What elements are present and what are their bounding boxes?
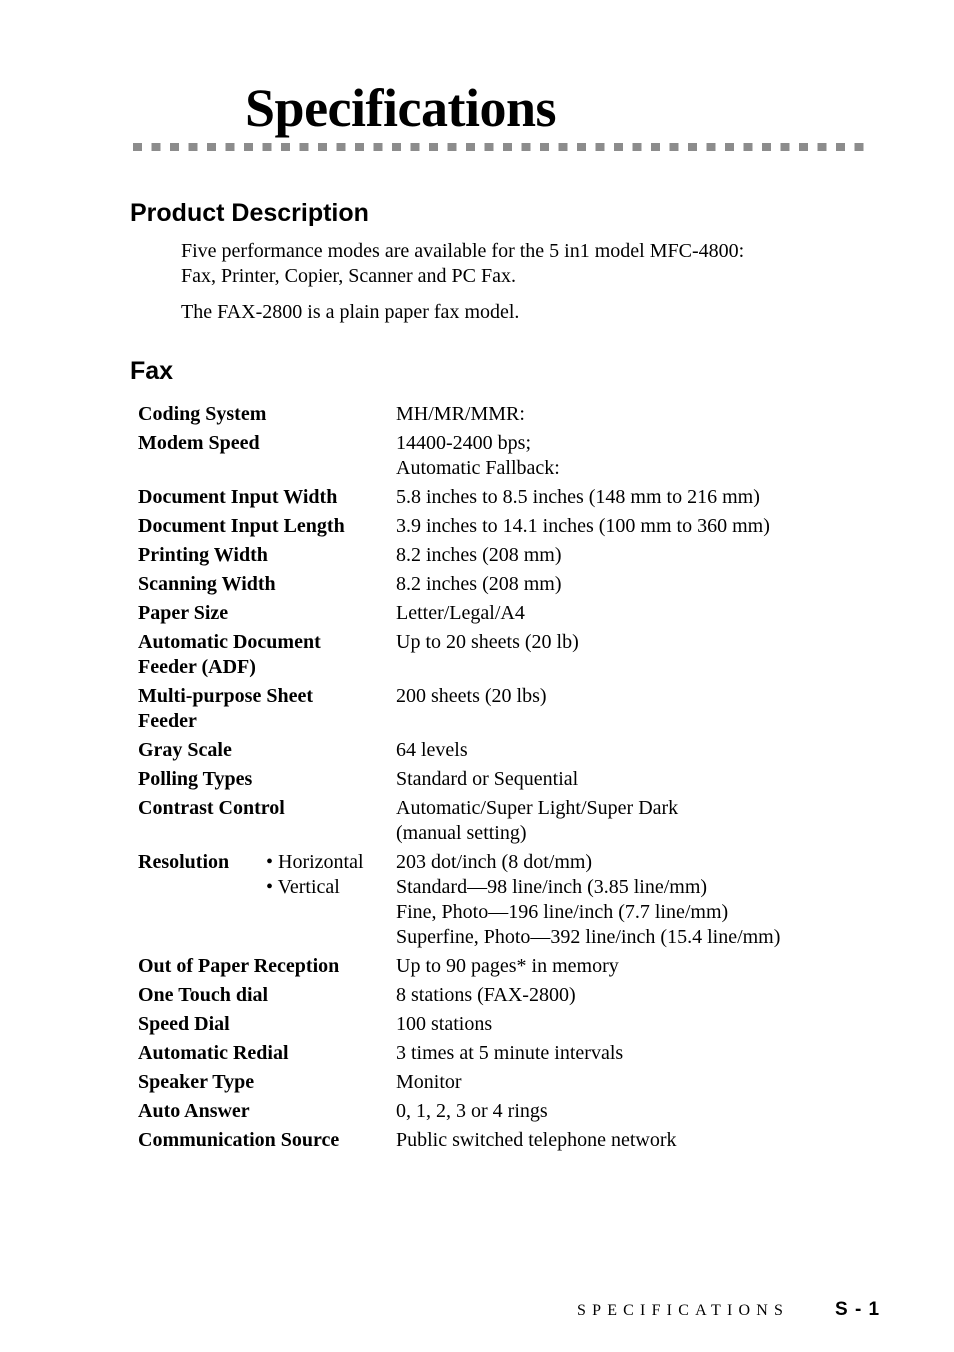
spec-value: 8 stations (FAX-2800) [396,984,576,1006]
spec-row-printing-width [138,543,838,568]
spec-row-communication-source [138,1128,838,1153]
spec-value: Standard or Sequential [396,768,579,790]
spec-label: Scanning Width [138,573,276,595]
spec-value: Up to 20 sheets (20 lb) [396,631,579,653]
spec-row-adf [138,630,838,680]
spec-value: 14400-2400 bps; Automatic Fallback: [396,432,560,479]
spec-label: Gray Scale [138,739,232,761]
spec-value: 100 stations [396,1013,493,1035]
spec-label: Modem Speed [138,432,260,454]
product-description-paragraph: Five performance modes are available for the 5 in1 model MFC-4800: Fax, Printer, Copier, Scanner and PC Fax. [181,240,745,287]
spec-label: Automatic Document Feeder (ADF) [138,631,321,678]
spec-value: Public switched telephone network [396,1129,677,1151]
title-dotted-rule [133,143,873,151]
spec-label: Speaker Type [138,1071,255,1093]
spec-label: Contrast Control [138,797,285,819]
page-title: Specifications [245,78,556,138]
spec-value: Up to 90 pages* in memory [396,955,619,977]
spec-value: Letter/Legal/A4 [396,602,525,624]
spec-row-document-input-length [138,514,838,539]
spec-value: 64 levels [396,739,468,761]
spec-label: One Touch dial [138,984,269,1006]
spec-row-multi-purpose-feeder [138,684,838,734]
footer-section-name: SPECIFICATIONS [577,1302,790,1319]
spec-row-modem-speed [138,431,838,481]
spec-value: Monitor [396,1071,462,1093]
spec-label: Document Input Length [138,515,345,537]
spec-row-one-touch-dial [138,983,838,1008]
footer-page-number: S - 1 [835,1299,881,1320]
spec-value: 0, 1, 2, 3 or 4 rings [396,1100,548,1122]
spec-value: 200 sheets (20 lbs) [396,685,547,707]
spec-value: 203 dot/inch (8 dot/mm) Standard—98 line/inch (3.85 line/mm) Fine, Photo—196 line/inch (7.7 line/mm) Superfine, Photo—392 line/inch (15.4 line/mm) [396,851,781,948]
spec-label: Paper Size [138,602,229,624]
spec-label: Document Input Width [138,486,338,508]
spec-label: Multi-purpose Sheet Feeder [138,685,313,732]
spec-label: Coding System [138,403,267,425]
section-heading-fax: Fax [130,357,174,385]
spec-row-speed-dial [138,1012,838,1037]
spec-value: 5.8 inches to 8.5 inches (148 mm to 216 mm) [396,486,760,508]
spec-value: 3 times at 5 minute intervals [396,1042,624,1064]
spec-sub-labels: • Horizontal • Vertical [266,851,364,898]
fax-spec-table [138,402,838,1157]
spec-label: Polling Types [138,768,253,790]
spec-row-resolution [138,850,838,950]
spec-row-scanning-width [138,572,838,597]
spec-row-gray-scale [138,738,838,763]
spec-label: Auto Answer [138,1100,250,1122]
spec-label: Out of Paper Reception [138,955,340,977]
spec-value: MH/MR/MMR: [396,403,525,425]
spec-label: Automatic Redial [138,1042,289,1064]
section-heading-product-description: Product Description [130,199,369,227]
spec-row-speaker-type [138,1070,838,1095]
spec-row-auto-answer [138,1099,838,1124]
spec-row-out-of-paper-reception [138,954,838,979]
spec-label: Speed Dial [138,1013,230,1035]
spec-row-contrast-control [138,796,838,846]
spec-value: Automatic/Super Light/Super Dark (manual setting) [396,797,679,844]
spec-value: 8.2 inches (208 mm) [396,573,562,595]
spec-row-paper-size [138,601,838,626]
spec-row-polling-types [138,767,838,792]
spec-row-document-input-width [138,485,838,510]
spec-row-coding-system [138,402,838,427]
spec-row-automatic-redial [138,1041,838,1066]
spec-label: Printing Width [138,544,268,566]
spec-label: Resolution [138,851,230,873]
product-description-paragraph: The FAX-2800 is a plain paper fax model. [181,301,520,323]
spec-value: 3.9 inches to 14.1 inches (100 mm to 360 mm) [396,515,770,537]
spec-value: 8.2 inches (208 mm) [396,544,562,566]
spec-label: Communication Source [138,1129,340,1151]
